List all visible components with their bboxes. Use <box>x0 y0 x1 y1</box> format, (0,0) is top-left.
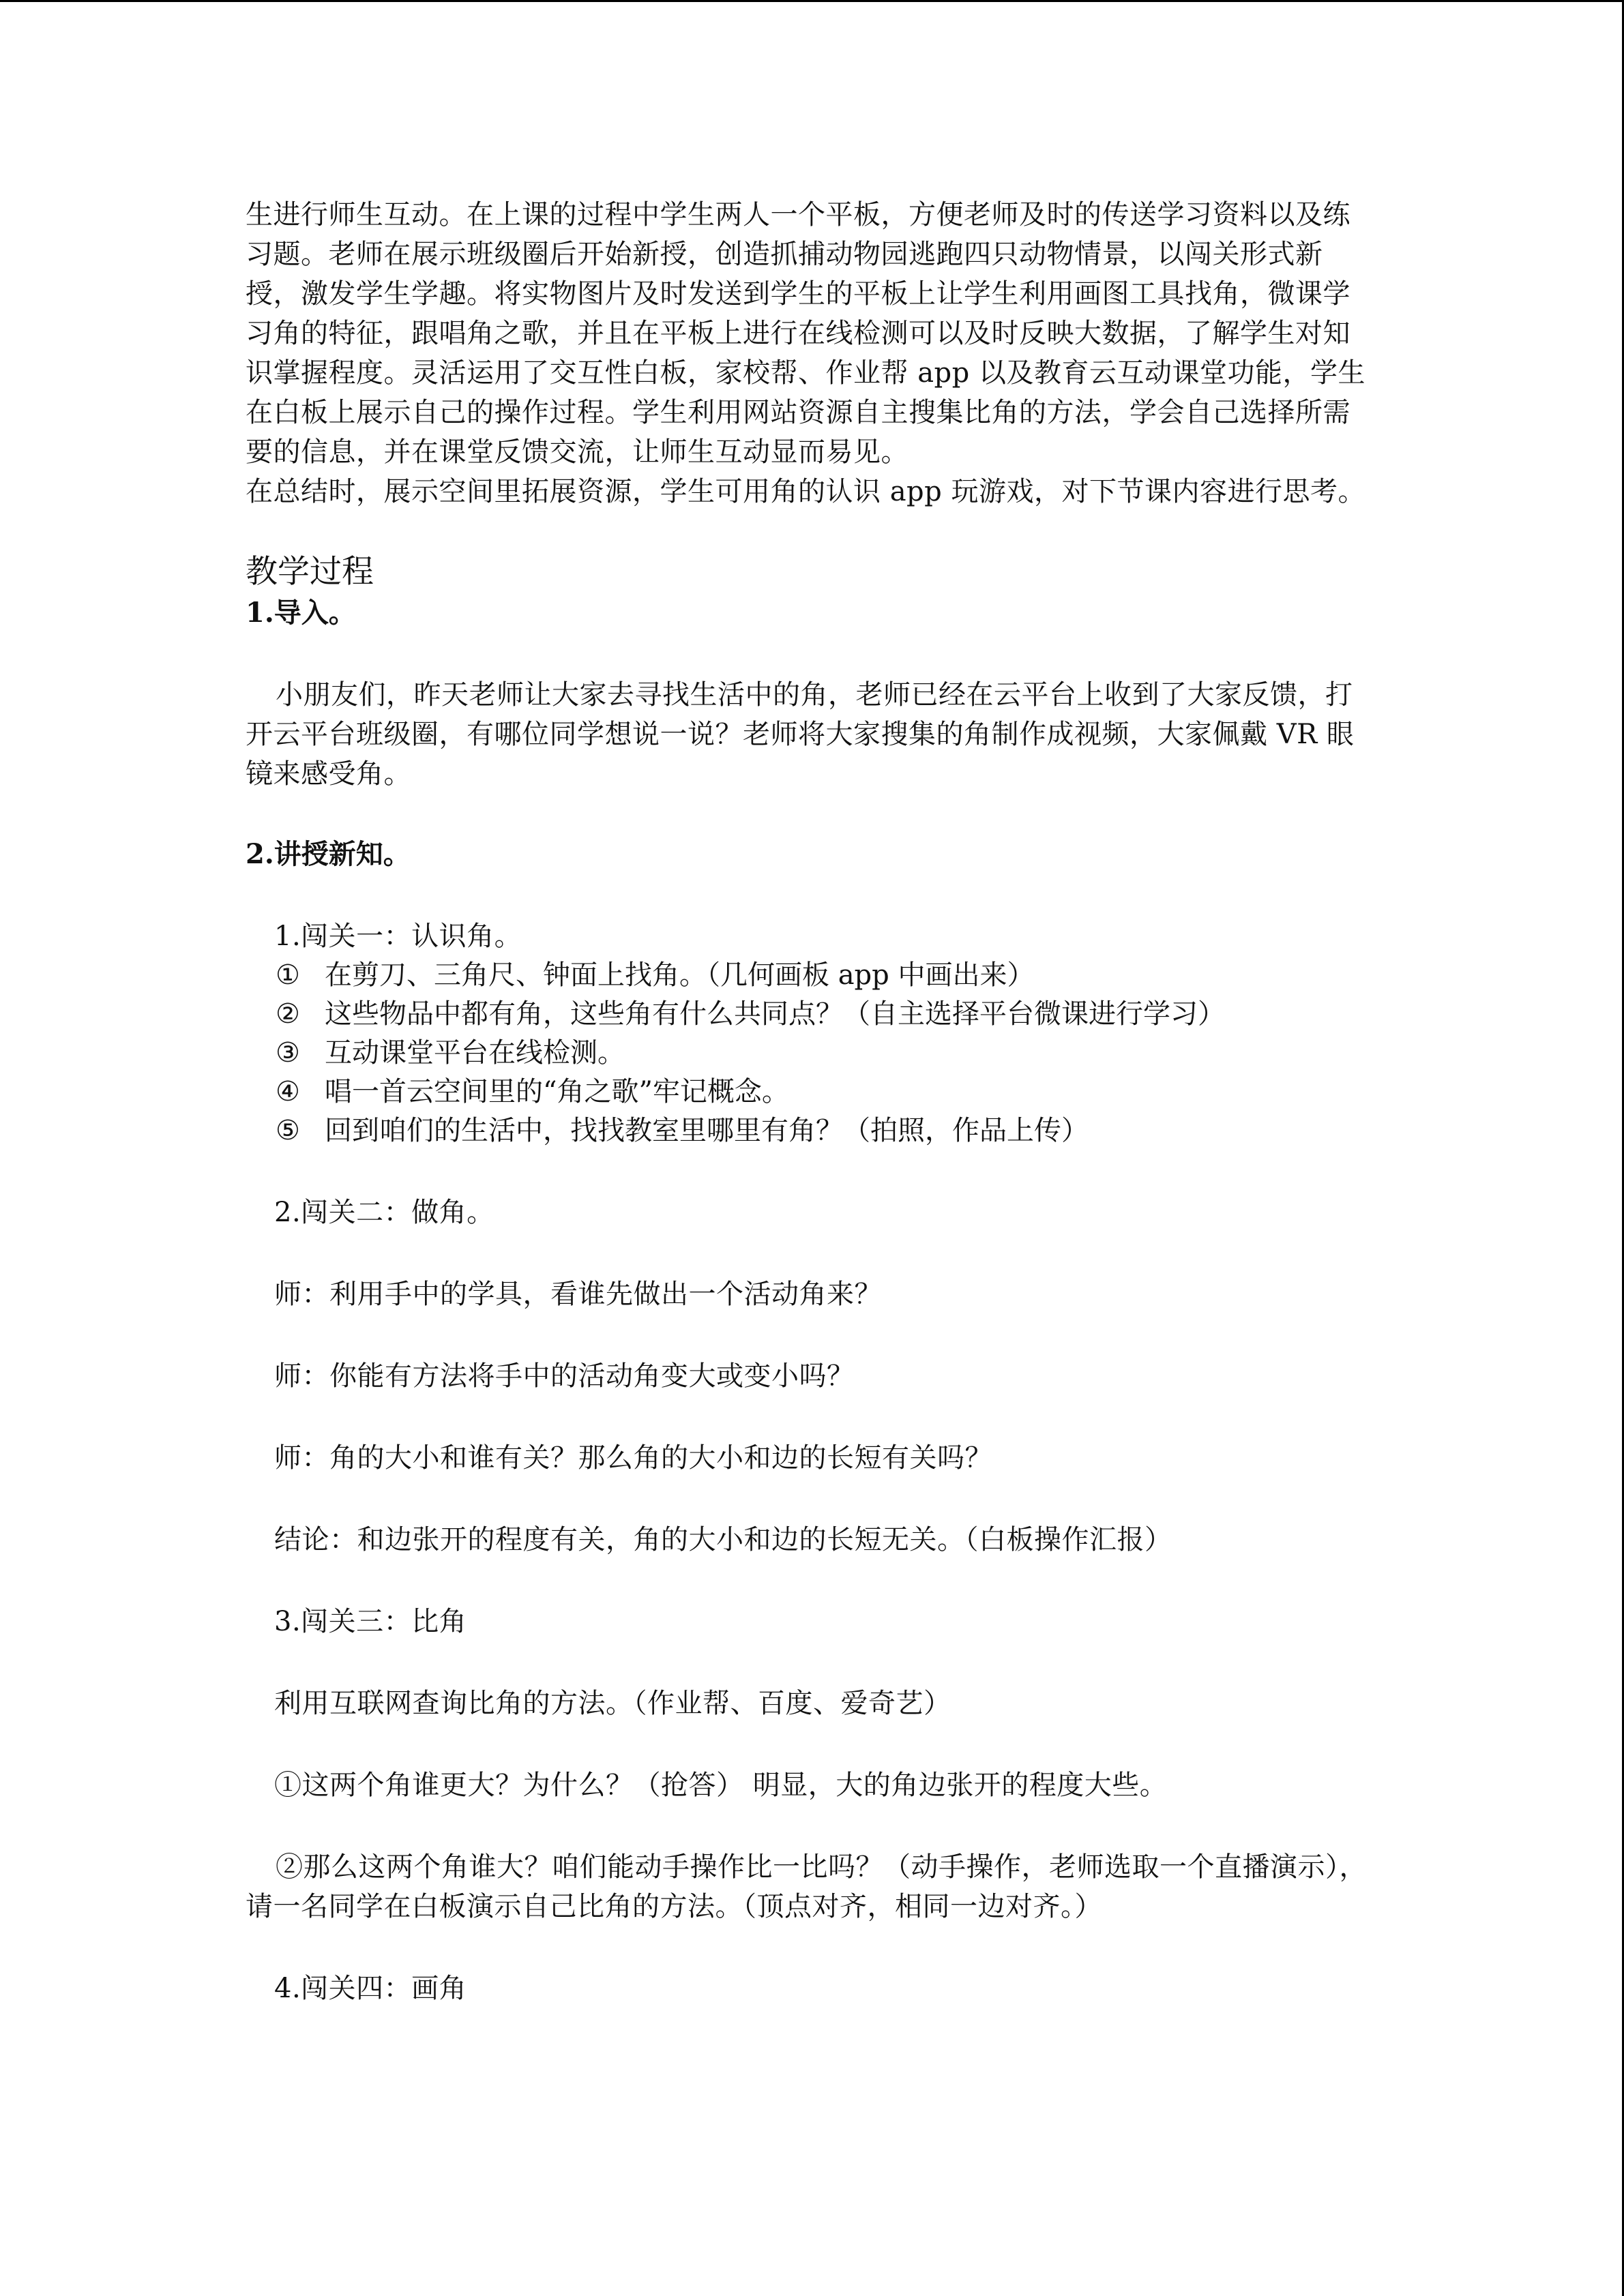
level1-list <box>246 956 1378 1150</box>
list-item-number: ⑤ <box>276 1115 300 1146</box>
step2-heading: 2.讲授新知。 <box>246 838 411 870</box>
list-item <box>276 1112 1378 1150</box>
list-item <box>276 956 1378 995</box>
intro-paragraph-2: 在总结时，展示空间里拓展资源，学生可用角的认识 app 玩游戏，对下节课内容进行思考。 <box>246 476 1365 507</box>
top-border <box>0 0 1624 2</box>
list-item-text: 互动课堂平台在线检测。 <box>325 1037 625 1069</box>
intro-paragraph-1: 生进行师生互动。在上课的过程中学生两人一个平板，方便老师及时的传送学习资料以及练习题。老师在展示班级圈后开始新授，创造抓捕动物园逃跑四只动物情景，以闯关形式新授，激发学生学趣。将实物图片及时发送到学生的平板上让学生利用画图工具找角，微课学习角的特征，跟唱角之歌，并且在平板上进行在线检测可以及时反映大数据，了解学生对知识掌握程度。灵活运用了交互性白板，家校帮、作业帮 app 以及教育云互动课堂功能，学生在白板上展示自己的操作过程。学生利用网站资源自主搜集比角的方法，学会自己选择所需要的信息，并在课堂反馈交流，让师生互动显而易见。 <box>246 199 1365 468</box>
document-body <box>246 195 1378 2008</box>
list-item <box>276 1034 1378 1073</box>
level2-question-2: 师：你能有方法将手中的活动角变大或变小吗？ <box>274 1360 855 1392</box>
list-item-text: 这些物品中都有角，这些角有什么共同点？（自主选择平台微课进行学习） <box>325 998 1225 1030</box>
level2-title: 2.闯关二：做角。 <box>274 1197 494 1228</box>
level3-line-1: 利用互联网查询比角的方法。（作业帮、百度、爱奇艺） <box>274 1688 951 1719</box>
step1-text: 小朋友们，昨天老师让大家去寻找生活中的角，老师已经在云平台上收到了大家反馈，打开云平台班级圈，有哪位同学想说一说？老师将大家搜集的角制作成视频，大家佩戴 VR 眼镜来感受角。 <box>246 679 1355 790</box>
level2-question-3: 师：角的大小和谁有关？那么角的大小和边的长短有关吗？ <box>274 1442 992 1474</box>
list-item-text: 唱一首云空间里的“角之歌”牢记概念。 <box>325 1076 789 1107</box>
level2-question-1: 师：利用手中的学具，看谁先做出一个活动角来？ <box>274 1279 882 1310</box>
list-item <box>276 995 1378 1034</box>
list-item-number: ① <box>276 959 300 991</box>
level3-line-2: ①这两个角谁更大？为什么？（抢答） 明显，大的角边张开的程度大些。 <box>274 1770 1168 1801</box>
list-item-text: 在剪刀、三角尺、钟面上找角。（几何画板 app 中画出来） <box>325 959 1035 991</box>
step1-heading: 1.导入。 <box>246 597 356 629</box>
section-title: 教学过程 <box>246 553 374 591</box>
list-item-number: ③ <box>276 1037 300 1069</box>
level4-title: 4.闯关四：画角 <box>274 1973 467 2004</box>
level1-title: 1.闯关一：认识角。 <box>274 921 522 952</box>
list-item <box>276 1073 1378 1112</box>
list-item-number: ④ <box>276 1076 300 1107</box>
level3-title: 3.闯关三：比角 <box>274 1606 467 1637</box>
list-item-text: 回到咱们的生活中，找找教室里哪里有角？（拍照，作品上传） <box>325 1115 1089 1146</box>
list-item-number: ② <box>276 998 300 1030</box>
level2-conclusion: 结论：和边张开的程度有关，角的大小和边的长短无关。（白板操作汇报） <box>274 1524 1172 1555</box>
level3-line-3: ②那么这两个角谁大？咱们能动手操作比一比吗？（动手操作，老师选取一个直播演示），请一名同学在白板演示自己比角的方法。（顶点对齐，相同一边对齐。） <box>246 1851 1367 1922</box>
